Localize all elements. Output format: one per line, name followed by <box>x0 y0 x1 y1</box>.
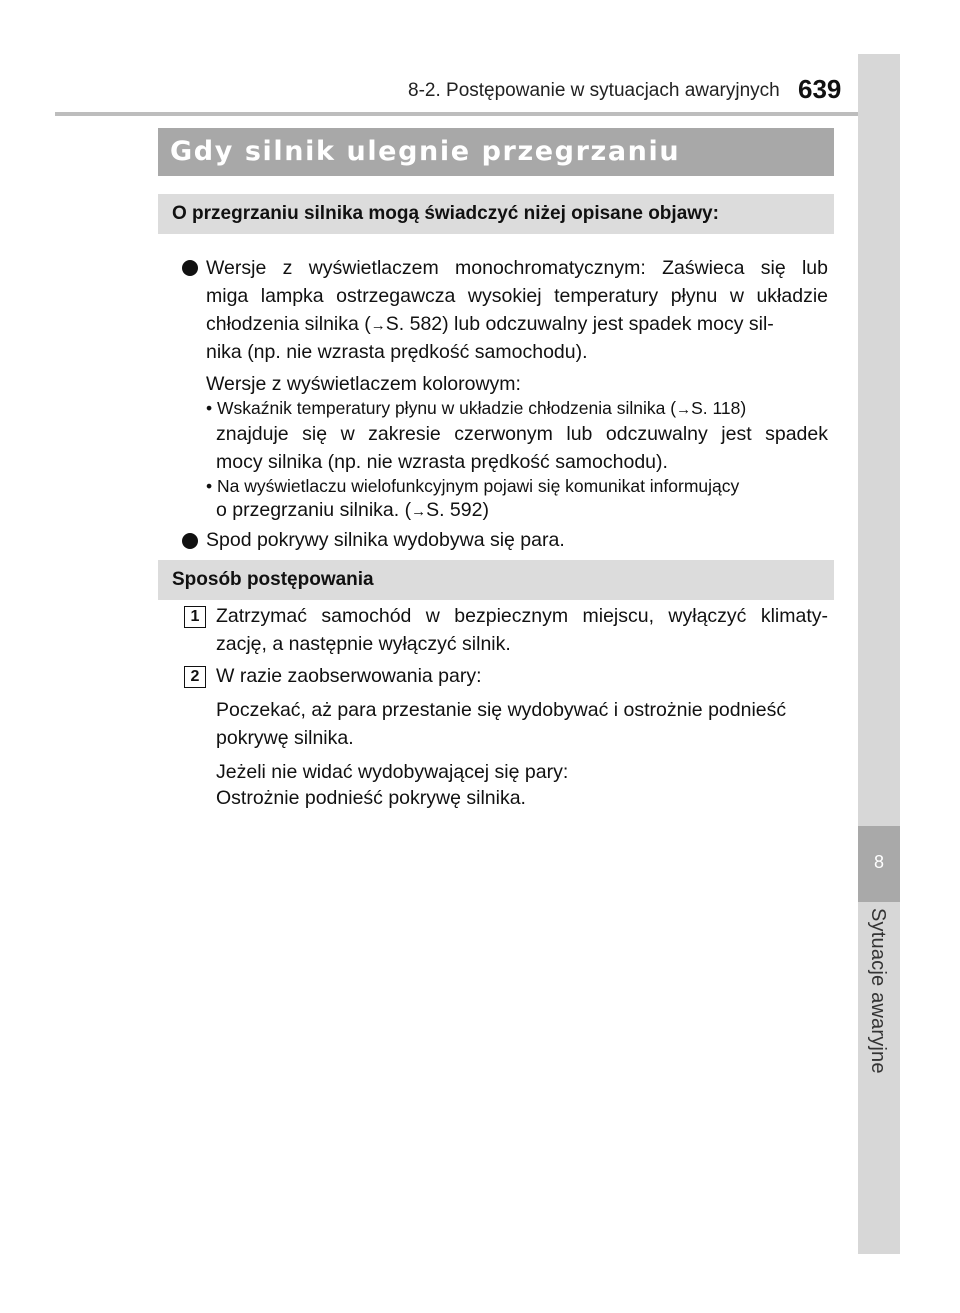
arrow-right-icon: → <box>676 401 692 418</box>
procedure-heading: Sposób postępowania <box>172 569 374 590</box>
chapter-name: Sytuacje awaryjne <box>867 908 889 1074</box>
color-item2-line2 <box>216 496 828 526</box>
step2-line4: Jeżeli nie widać wydobywającej się pary: <box>216 761 569 783</box>
step1-line2: zację, a następnie wyłączyć silnik. <box>216 633 511 655</box>
section-label: 8-2. Postępowanie w sytuacjach awaryjnych <box>408 80 780 101</box>
arrow-right-icon: → <box>370 317 386 334</box>
procedure-heading-bar <box>158 560 834 600</box>
color-item2-line1: • Na wyświetlaczu wielofunkcyjnym pojawi się komunikat informujący <box>206 476 740 496</box>
step2-line2: Poczekać, aż para przestanie się wydobywać i ostrożnie podnieść <box>216 699 787 721</box>
page-title-bar <box>158 128 834 176</box>
side-tab-strip <box>858 54 900 1254</box>
step-2-number: 2 <box>184 666 206 688</box>
bullet1-line3b: S. 582) lub odczuwalny jest spadek mocy sil- <box>385 313 774 335</box>
bullet1-line3a: chłodzenia silnika ( <box>206 313 371 335</box>
bullet2-text: Spod pokrywy silnika wydobywa się para. <box>206 529 565 551</box>
bullet-icon <box>182 260 198 276</box>
color-versions-intro: Wersje z wyświetlaczem kolorowym: <box>206 373 521 395</box>
color-item2b: S. 592) <box>426 499 489 521</box>
step1-line1: Zatrzymać samochód w bezpiecznym miejscu, wyłączyć klimaty- <box>216 605 828 627</box>
bullet-icon <box>182 533 198 549</box>
color-item2a: o przegrzaniu silnika. ( <box>216 499 412 521</box>
chapter-number: 8 <box>873 852 884 872</box>
bullet1-line2: miga lampka ostrzegawcza wysokiej temperatury płynu w układzie <box>206 285 828 307</box>
bullet1-line1: Wersje z wyświetlaczem monochromatycznym: Zaświeca się lub <box>206 257 828 279</box>
step2-line3: pokrywę silnika. <box>216 727 354 749</box>
bullet1-line4: nika (np. nie wzrasta prędkość samochodu). <box>206 341 588 363</box>
arrow-right-icon: → <box>411 503 427 520</box>
color-item1-line2: znajduje się w zakresie czerwonym lub odczuwalny jest spadek <box>216 423 828 445</box>
symptoms-heading: O przegrzaniu silnika mogą świadczyć niżej opisane objawy: <box>172 203 719 224</box>
bullet1-line3 <box>206 310 828 340</box>
step2-line5: Ostrożnie podnieść pokrywę silnika. <box>216 787 526 809</box>
color-item1a: • Wskaźnik temperatury płynu w układzie chłodzenia silnika ( <box>206 398 677 418</box>
color-item1b: S. 118) <box>691 398 747 418</box>
page-number: 639 <box>798 74 842 104</box>
page-title: Gdy silnik ulegnie przegrzaniu <box>170 136 681 167</box>
step-1-number: 1 <box>184 606 206 628</box>
color-item1-line3: mocy silnika (np. nie wzrasta prędkość samochodu). <box>216 451 668 473</box>
header-divider <box>55 112 900 116</box>
step2-line1: W razie zaobserwowania pary: <box>216 665 482 687</box>
symptoms-heading-bar <box>158 194 834 234</box>
